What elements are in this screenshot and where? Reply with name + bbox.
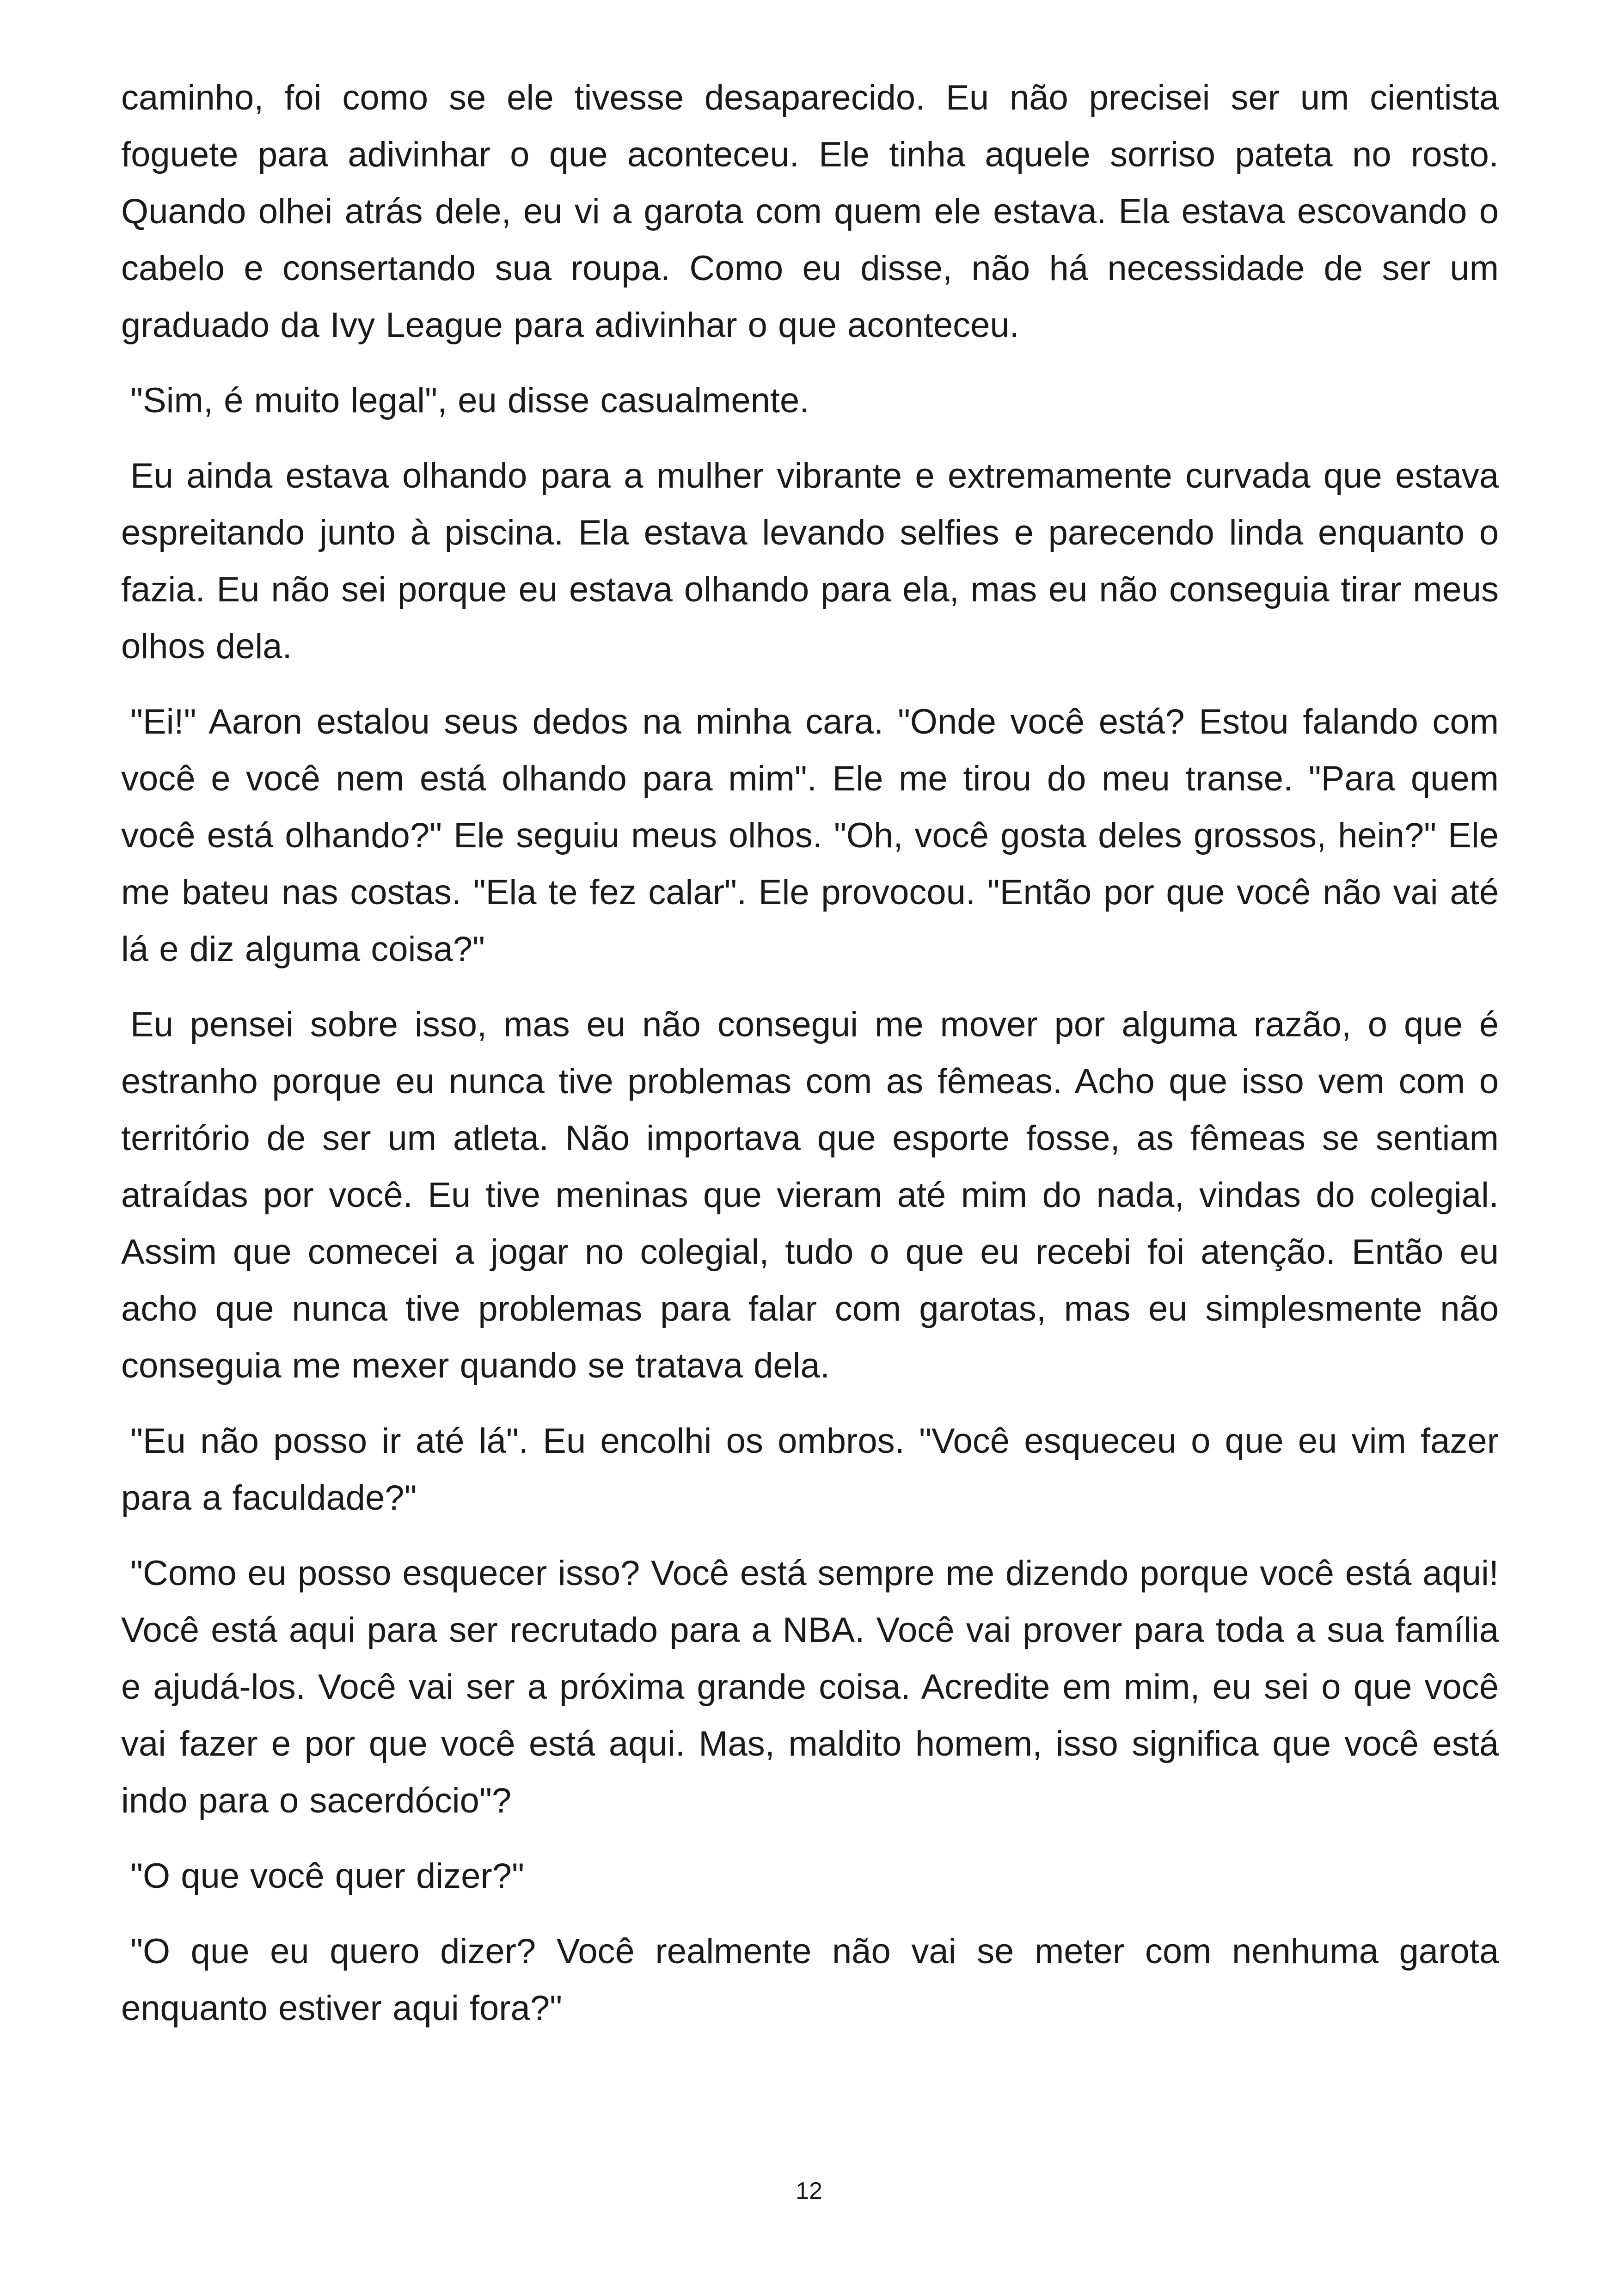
paragraph-9: "O que eu quero dizer? Você realmente não vai se meter com nenhuma garota enquanto estiver aqui fora?" bbox=[121, 1932, 1499, 2028]
paragraph-7: "Como eu posso esquecer isso? Você está sempre me dizendo porque você está aqui! Você está aqui para ser recrutado para a NBA. Você vai prover para toda a sua família e ajudá-los. Você vai ser a próxima grande coisa. Acredite em mim, eu sei o que você vai fazer e por que você está aqui. Mas, maldito homem, isso significa que você está indo para o sacerdócio"? bbox=[121, 1554, 1499, 1820]
paragraph-4: "Ei!" Aaron estalou seus dedos na minha cara. "Onde você está? Estou falando com você e você nem está olhando para mim". Ele me tirou do meu transe. "Para quem você está olhando?" Ele seguiu meus olhos. "Oh, você gosta deles grossos, hein?" Ele me bateu nas costas. "Ela te fez calar". Ele provocou. "Então por que você não vai até lá e diz alguma coisa?" bbox=[121, 702, 1499, 969]
paragraph-5: Eu pensei sobre isso, mas eu não consegui me mover por alguma razão, o que é estranho porque eu nunca tive problemas com as fêmeas. Acho que isso vem com o território de ser um atleta. Não importava que esporte fosse, as fêmeas se sentiam atraídas por você. Eu tive meninas que vieram até mim do nada, vindas do colegial. Assim que comecei a jogar no colegial, tudo o que eu recebi foi atenção. Então eu acho que nunca tive problemas para falar com garotas, mas eu simplesmente não conseguia me mexer quando se tratava dela. bbox=[121, 1005, 1499, 1385]
page-number: 12 bbox=[796, 2178, 822, 2204]
paragraph-3: Eu ainda estava olhando para a mulher vibrante e extremamente curvada que estava espreitando junto à piscina. Ela estava levando selfies e parecendo linda enquanto o fazia. Eu não sei porque eu estava olhando para ela, mas eu não conseguia tirar meus olhos dela. bbox=[121, 456, 1499, 666]
paragraph-2: "Sim, é muito legal", eu disse casualmente. bbox=[130, 381, 809, 420]
page-body bbox=[121, 69, 1499, 2055]
paragraph-8: "O que você quer dizer?" bbox=[130, 1856, 524, 1896]
paragraph-6: "Eu não posso ir até lá". Eu encolhi os ombros. "Você esqueceu o que eu vim fazer para a faculdade?" bbox=[121, 1421, 1499, 1518]
paragraph-1: caminho, foi como se ele tivesse desaparecido. Eu não precisei ser um cientista foguete para adivinhar o que aconteceu. Ele tinha aquele sorriso pateta no rosto. Quando olhei atrás dele, eu vi a garota com quem ele estava. Ela estava escovando o cabelo e consertando sua roupa. Como eu disse, não há necessidade de ser um graduado da Ivy League para adivinhar o que aconteceu. bbox=[121, 78, 1499, 345]
